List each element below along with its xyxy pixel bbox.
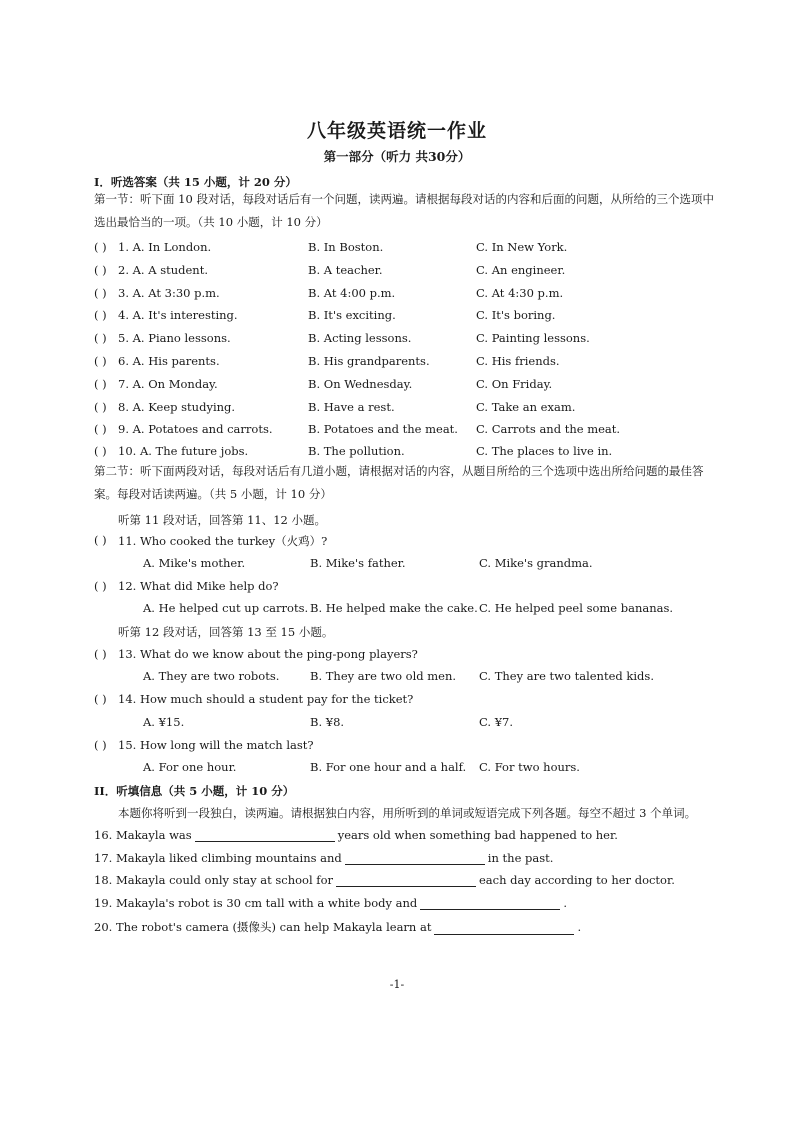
option-b: B. For one hour and a half.: [310, 760, 467, 774]
option-c: C. Painting lessons.: [476, 331, 590, 345]
page-subtitle: 第一部分（听力 共30分）: [323, 149, 471, 164]
option-c: C. His friends.: [476, 354, 560, 368]
answer-blank[interactable]: [434, 923, 574, 935]
answer-bracket[interactable]: ( ): [94, 400, 107, 414]
answer-blank[interactable]: [336, 875, 476, 887]
option-c: C. ¥7.: [479, 715, 513, 729]
page-title: 八年级英语统一作业: [306, 120, 487, 142]
section2-instructions: 本题你将听到一段独白，读两遍。请根据独白内容，用所听到的单词或短语完成下列各题。每空不超过 3 个单词。: [118, 806, 697, 820]
option-a: A. He helped cut up carrots.: [143, 601, 309, 615]
answer-bracket[interactable]: ( ): [94, 263, 107, 277]
answer-bracket[interactable]: ( ): [94, 444, 107, 458]
option-b: B. In Boston.: [308, 240, 384, 254]
option-a: A. They are two robots.: [143, 669, 280, 683]
fill-text-before: 19. Makayla's robot is 30 cm tall with a white body and: [94, 896, 418, 910]
option-b: B. ¥8.: [310, 715, 345, 729]
question-12: [94, 579, 734, 597]
option-c: C. In New York.: [476, 240, 568, 254]
option-c: C. Mike's grandma.: [479, 556, 593, 570]
fill-text-before: 18. Makayla could only stay at school for: [94, 873, 333, 887]
answer-blank[interactable]: [195, 830, 335, 842]
question-14-options: [94, 715, 734, 733]
question-6: [94, 354, 734, 372]
answer-blank[interactable]: [345, 853, 485, 865]
option-a: A. Mike's mother.: [143, 556, 246, 570]
question-2: [94, 263, 734, 281]
option-b: B. Potatoes and the meat.: [308, 422, 458, 436]
option-c: C. They are two talented kids.: [479, 669, 654, 683]
question-14: [94, 692, 734, 710]
question-5: [94, 331, 734, 349]
option-b: B. His grandparents.: [308, 354, 430, 368]
option-c: C. Carrots and the meat.: [476, 422, 621, 436]
option-b: B. They are two old men.: [310, 669, 457, 683]
fill-item-19: [94, 896, 567, 910]
question-11: [94, 533, 734, 551]
question-stem: 4. A. It's interesting.: [118, 308, 238, 322]
option-b: B. He helped make the cake.: [310, 601, 478, 615]
option-c: C. For two hours.: [479, 760, 580, 774]
question-stem: 15. How long will the match last?: [118, 738, 314, 752]
question-stem: 5. A. Piano lessons.: [118, 331, 231, 345]
question-13-options: [94, 669, 734, 687]
answer-bracket[interactable]: ( ): [94, 354, 107, 368]
option-a: A. For one hour.: [143, 760, 237, 774]
answer-bracket[interactable]: ( ): [94, 422, 107, 436]
fill-text-after: .: [577, 920, 582, 934]
option-a: A. ¥15.: [143, 715, 185, 729]
page-number: -1-: [389, 978, 405, 991]
dialog-11-intro: 听第 11 段对话，回答第 11、12 小题。: [118, 513, 327, 527]
fill-item-18: [94, 873, 675, 887]
question-1: [94, 240, 734, 258]
option-b: B. Mike's father.: [310, 556, 406, 570]
fill-text-after: in the past.: [487, 851, 554, 865]
question-stem: 12. What did Mike help do?: [118, 579, 279, 593]
option-b: B. Acting lessons.: [308, 331, 412, 345]
option-b: B. At 4:00 p.m.: [308, 286, 396, 300]
answer-bracket[interactable]: ( ): [94, 377, 107, 391]
question-stem: 11. Who cooked the turkey（火鸡）?: [118, 534, 328, 548]
question-stem: 13. What do we know about the ping-pong players?: [118, 647, 418, 661]
answer-bracket[interactable]: ( ): [94, 647, 107, 661]
question-12-options: [94, 601, 734, 619]
answer-blank[interactable]: [420, 898, 560, 910]
question-stem: 3. A. At 3:30 p.m.: [118, 286, 220, 300]
question-8: [94, 400, 734, 418]
question-13: [94, 647, 734, 665]
question-stem: 6. A. His parents.: [118, 354, 220, 368]
fill-text-after: years old when something bad happened to her.: [337, 828, 618, 842]
option-b: B. It's exciting.: [308, 308, 396, 322]
section1-part2-instructions: 第二节：听下面两段对话，每段对话后有几道小题，请根据对话的内容，从题目所给的三个选项中选出所给问题的最佳答案。每段对话读两遍。（共 5 小题，计 10 分）: [94, 464, 704, 501]
fill-item-17: [94, 851, 553, 865]
section1-part1-instructions: 第一节：听下面 10 段对话，每段对话后有一个问题，读两遍。请根据每段对话的内容和后面的问题，从所给的三个选项中选出最恰当的一项。（共 10 小题，计 10 分）: [94, 192, 714, 229]
option-c: C. It's boring.: [476, 308, 556, 322]
question-stem: 2. A. A student.: [118, 263, 208, 277]
question-stem: 8. A. Keep studying.: [118, 400, 236, 414]
fill-text-before: 17. Makayla liked climbing mountains and: [94, 851, 342, 865]
question-9: [94, 422, 734, 440]
fill-text-before: 16. Makayla was: [94, 828, 192, 842]
fill-text-before: 20. The robot's camera (摄像头) can help Makayla learn at: [94, 920, 432, 934]
option-b: B. A teacher.: [308, 263, 383, 277]
option-c: C. An engineer.: [476, 263, 566, 277]
question-stem: 10. A. The future jobs.: [118, 444, 249, 458]
question-stem: 14. How much should a student pay for the ticket?: [118, 692, 414, 706]
fill-item-16: [94, 828, 618, 842]
answer-bracket[interactable]: ( ): [94, 331, 107, 345]
question-stem: 1. A. In London.: [118, 240, 212, 254]
question-7: [94, 377, 734, 395]
fill-item-20: [94, 919, 581, 935]
answer-bracket[interactable]: ( ): [94, 308, 107, 322]
question-4: [94, 308, 734, 326]
option-b: B. On Wednesday.: [308, 377, 413, 391]
option-c: C. The places to live in.: [476, 444, 613, 458]
question-15: [94, 738, 734, 756]
option-c: C. Take an exam.: [476, 400, 576, 414]
section2-heading: II．听填信息（共 5 小题，计 10 分）: [94, 784, 295, 798]
fill-text-after: each day according to her doctor.: [478, 873, 675, 887]
section1-heading: I．听选答案（共 15 小题，计 20 分）: [94, 175, 297, 189]
question-15-options: [94, 760, 734, 778]
answer-bracket[interactable]: ( ): [94, 738, 107, 752]
answer-bracket[interactable]: ( ): [94, 286, 107, 300]
question-stem: 7. A. On Monday.: [118, 377, 218, 391]
option-b: B. The pollution.: [308, 444, 405, 458]
option-c: C. At 4:30 p.m.: [476, 286, 564, 300]
answer-bracket[interactable]: ( ): [94, 533, 107, 547]
option-b: B. Have a rest.: [308, 400, 395, 414]
dialog-12-intro: 听第 12 段对话，回答第 13 至 15 小题。: [118, 625, 334, 639]
question-3: [94, 286, 734, 304]
option-c: C. He helped peel some bananas.: [479, 601, 674, 615]
fill-text-after: .: [563, 896, 567, 910]
question-11-options: [94, 556, 734, 574]
answer-bracket[interactable]: ( ): [94, 692, 107, 706]
answer-bracket[interactable]: ( ): [94, 240, 107, 254]
question-stem: 9. A. Potatoes and carrots.: [118, 422, 273, 436]
option-c: C. On Friday.: [476, 377, 553, 391]
answer-bracket[interactable]: ( ): [94, 579, 107, 593]
